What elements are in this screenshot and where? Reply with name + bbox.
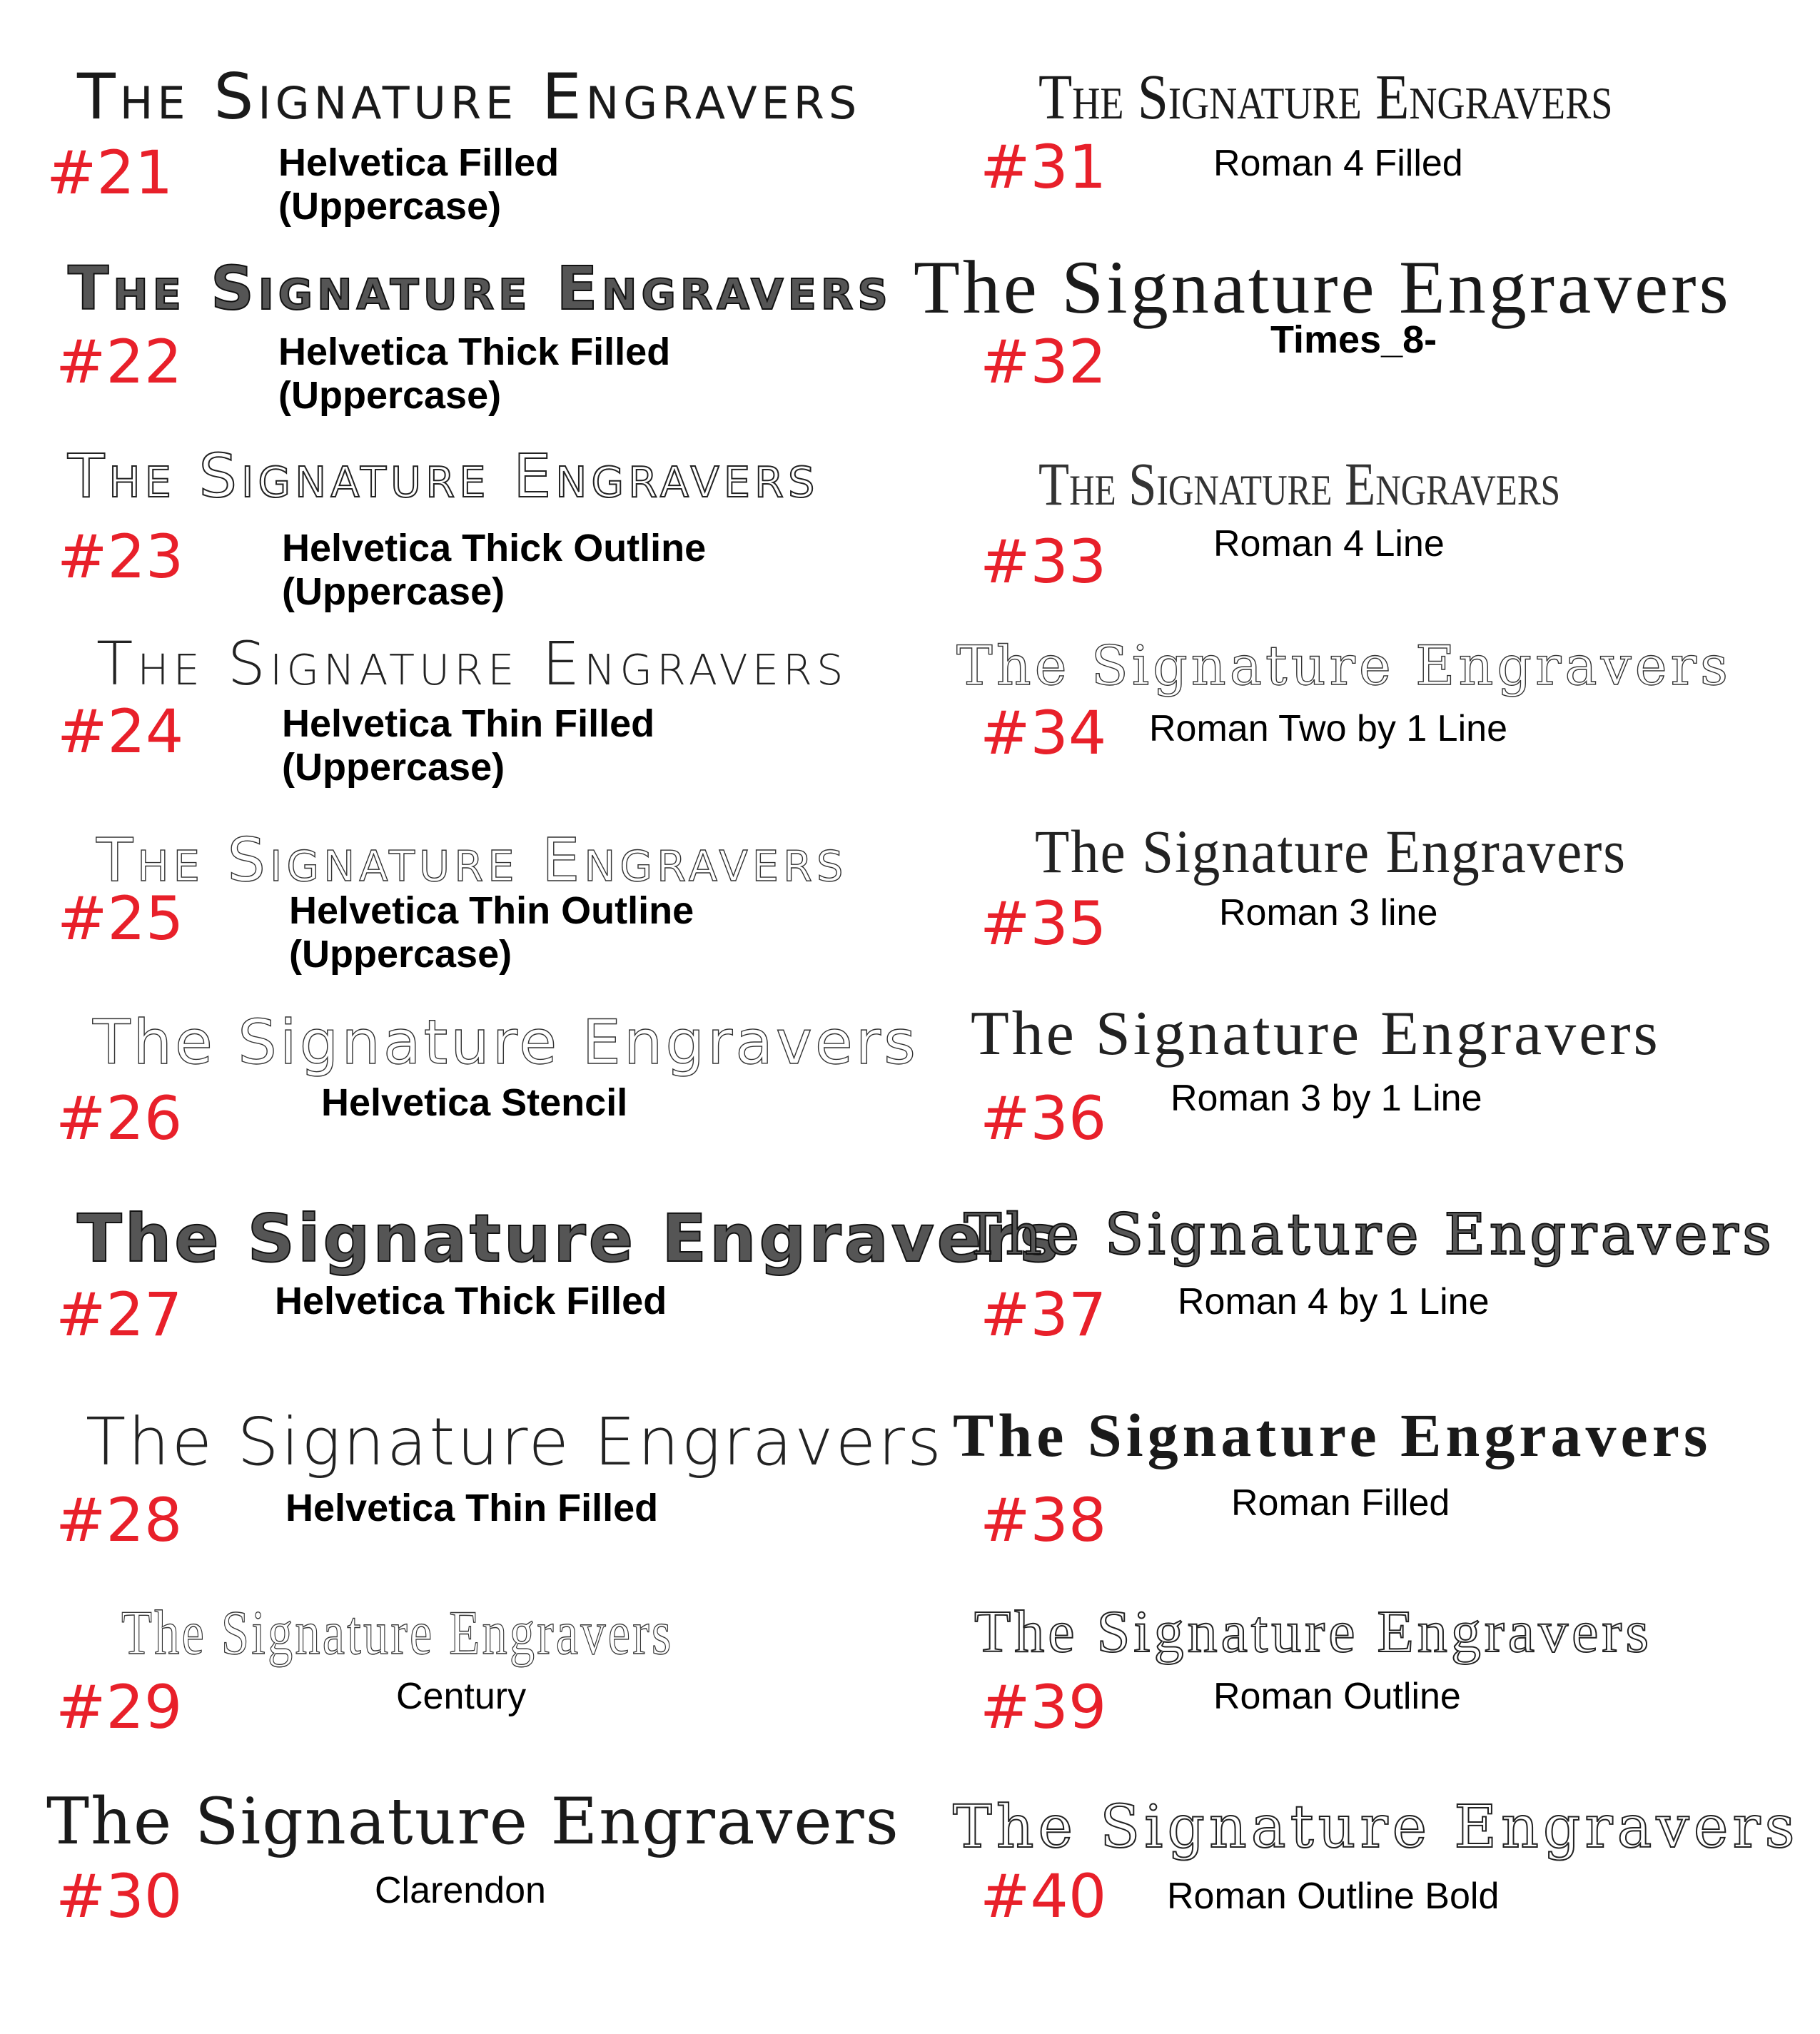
font-label-37-name: Roman 4 by 1 Line bbox=[1178, 1281, 1490, 1322]
font-label-26-name: Helvetica Stencil bbox=[321, 1081, 628, 1124]
font-number-30: #30 bbox=[56, 1861, 183, 1931]
font-label-32-name: Times_8- bbox=[1270, 318, 1437, 361]
font-label-40 bbox=[1167, 1876, 1499, 1918]
font-sample-33: The Signature Engravers bbox=[1038, 450, 1561, 518]
font-label-29-name: Century bbox=[396, 1676, 527, 1717]
font-number-25: #25 bbox=[57, 884, 184, 953]
font-number-31: #31 bbox=[980, 132, 1107, 202]
font-number-39: #39 bbox=[980, 1672, 1107, 1742]
font-number-33: #33 bbox=[980, 527, 1107, 597]
font-sample-36: The Signature Engravers bbox=[971, 999, 1661, 1068]
font-label-27-name: Helvetica Thick Filled bbox=[275, 1280, 667, 1322]
font-sample-38: The Signature Engravers bbox=[953, 1401, 1712, 1469]
font-label-31 bbox=[1213, 143, 1463, 185]
font-label-23-name: Helvetica Thick Outline bbox=[282, 527, 707, 570]
font-number-21: #21 bbox=[46, 138, 173, 208]
font-number-35: #35 bbox=[980, 889, 1107, 958]
font-sample-23: The Signature Engravers bbox=[68, 441, 819, 511]
font-label-24-name: Helvetica Thin Filled bbox=[282, 702, 655, 745]
font-sample-21: The Signature Engravers bbox=[77, 60, 861, 133]
font-sample-39: The Signature Engravers bbox=[974, 1599, 1653, 1665]
font-number-38: #38 bbox=[980, 1485, 1107, 1555]
font-number-27: #27 bbox=[56, 1280, 183, 1350]
font-number-23: #23 bbox=[57, 522, 184, 592]
font-sample-27: The Signature Engravers bbox=[77, 1200, 1062, 1277]
font-label-23 bbox=[282, 527, 706, 614]
font-label-39-name: Roman Outline bbox=[1213, 1676, 1461, 1717]
font-sample-28: The Signature Engravers bbox=[86, 1404, 944, 1480]
font-label-33 bbox=[1213, 523, 1445, 565]
font-label-22-name: Helvetica Thick Filled bbox=[278, 330, 671, 373]
font-label-33-name: Roman 4 Line bbox=[1213, 523, 1445, 565]
font-number-37: #37 bbox=[980, 1280, 1107, 1350]
font-label-24 bbox=[282, 702, 654, 789]
font-label-34 bbox=[1149, 708, 1507, 750]
font-sample-26: The Signature Engravers bbox=[93, 1007, 919, 1078]
font-sample-40: The Signature Engravers bbox=[953, 1793, 1799, 1861]
font-number-22: #22 bbox=[56, 327, 183, 397]
font-label-21-case: (Uppercase) bbox=[278, 185, 502, 228]
font-label-30-name: Clarendon bbox=[375, 1870, 546, 1911]
font-label-36 bbox=[1171, 1078, 1482, 1120]
font-sample-34: The Signature Engravers bbox=[956, 634, 1731, 697]
font-label-22-case: (Uppercase) bbox=[278, 374, 502, 418]
font-label-38-name: Roman Filled bbox=[1231, 1482, 1450, 1524]
font-label-25-case: (Uppercase) bbox=[289, 933, 512, 976]
font-number-24: #24 bbox=[57, 697, 184, 766]
font-label-35-name: Roman 3 line bbox=[1219, 892, 1438, 933]
font-sample-31: The Signature Engravers bbox=[1038, 62, 1613, 133]
font-sample-37: The Signature Engravers bbox=[964, 1201, 1776, 1268]
font-number-26: #26 bbox=[56, 1083, 183, 1153]
font-label-31-name: Roman 4 Filled bbox=[1213, 143, 1463, 184]
font-label-28 bbox=[285, 1487, 658, 1530]
font-number-34: #34 bbox=[980, 698, 1107, 768]
font-sample-30: The Signature Engravers bbox=[46, 1784, 900, 1859]
font-label-37 bbox=[1178, 1281, 1490, 1323]
font-number-29: #29 bbox=[56, 1672, 183, 1742]
font-label-22 bbox=[278, 330, 670, 418]
font-sample-22: The Signature Engravers bbox=[68, 253, 892, 323]
font-label-34-name: Roman Two by 1 Line bbox=[1149, 708, 1507, 749]
font-label-21 bbox=[278, 141, 559, 228]
font-label-30 bbox=[375, 1870, 546, 1912]
font-label-29 bbox=[396, 1676, 526, 1718]
font-label-28-name: Helvetica Thin Filled bbox=[285, 1487, 659, 1529]
font-label-27 bbox=[275, 1280, 667, 1323]
font-label-26 bbox=[321, 1081, 627, 1125]
font-number-28: #28 bbox=[56, 1485, 183, 1555]
font-label-36-name: Roman 3 by 1 Line bbox=[1171, 1078, 1482, 1119]
font-label-35 bbox=[1219, 892, 1437, 934]
font-number-40: #40 bbox=[980, 1861, 1107, 1931]
font-sample-25: The Signature Engravers bbox=[96, 825, 848, 895]
font-label-39 bbox=[1213, 1676, 1461, 1718]
font-sample-32: The Signature Engravers bbox=[914, 246, 1731, 329]
font-number-32: #32 bbox=[980, 327, 1107, 397]
font-number-36: #36 bbox=[980, 1083, 1107, 1153]
font-label-24-case: (Uppercase) bbox=[282, 746, 505, 789]
font-sample-29: The Signature Engravers bbox=[121, 1599, 674, 1668]
font-label-21-name: Helvetica Filled bbox=[278, 141, 560, 184]
font-label-23-case: (Uppercase) bbox=[282, 570, 505, 614]
font-label-32 bbox=[1270, 318, 1437, 362]
font-label-40-name: Roman Outline Bold bbox=[1167, 1876, 1500, 1917]
font-label-25 bbox=[289, 889, 694, 976]
font-label-38 bbox=[1231, 1482, 1450, 1524]
font-sample-24: The Signature Engravers bbox=[96, 629, 848, 699]
font-sample-35: The Signature Engravers bbox=[1035, 817, 1627, 886]
font-label-25-name: Helvetica Thin Outline bbox=[289, 889, 694, 932]
